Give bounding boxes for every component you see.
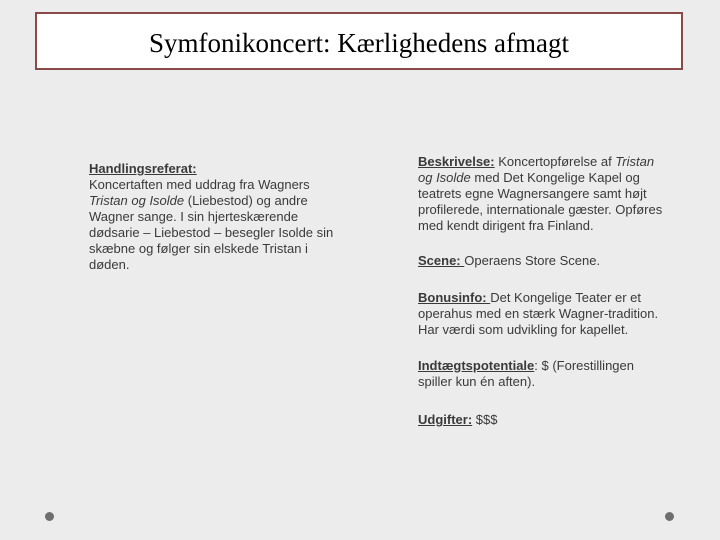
scene-block xyxy=(418,253,670,269)
synopsis-label: Handlingsreferat: xyxy=(89,161,197,176)
scene-label: Scene: xyxy=(418,253,465,268)
income-label: Indtægtspotentiale xyxy=(418,358,535,373)
costs-block xyxy=(418,412,670,428)
bonus-text: Det Kongelige Teater er et operahus med en stærk Wagner-tradition. Har værdi som udvikling for kapellet. xyxy=(418,290,659,337)
corner-dot-left xyxy=(45,512,54,521)
description-label: Beskrivelse: xyxy=(418,154,495,169)
bonus-label: Bonusinfo: xyxy=(418,290,491,305)
synopsis-text-1: Koncertaften med uddrag fra Wagners xyxy=(89,177,310,192)
synopsis-column xyxy=(89,161,344,273)
title-box xyxy=(35,12,683,70)
synopsis-italic-title: Tristan og Isolde xyxy=(89,193,185,208)
description-block xyxy=(418,154,670,234)
income-block xyxy=(418,358,670,390)
corner-dot-right xyxy=(665,512,674,521)
costs-text: $$$ xyxy=(472,412,498,427)
costs-label: Udgifter: xyxy=(418,412,473,427)
page-title: Symfonikoncert: Kærlighedens afmagt xyxy=(149,27,569,58)
synopsis-text-2: (Liebestod) og andre Wagner sange. I sin hjerteskærende dødsarie – Liebestod – besegler Isolde sin skæbne og følger sin elskede Tristan i døden. xyxy=(89,193,334,272)
description-italic-title: Tristan og Isolde xyxy=(418,154,655,185)
description-text-2: med Det Kongelige Kapel og teatrets egne Wagnersangere samt højt profilerede, internationale gæster. Opføres med kendt dirigent fra Finland. xyxy=(418,170,663,233)
description-text-1: Koncertopførelse af xyxy=(494,154,616,169)
scene-text: Operaens Store Scene. xyxy=(464,253,601,268)
income-text: : $ (Forestillingen spiller kun én aften). xyxy=(418,358,634,389)
synopsis-block xyxy=(89,161,344,273)
details-column xyxy=(418,154,670,428)
bonus-block xyxy=(418,290,670,338)
